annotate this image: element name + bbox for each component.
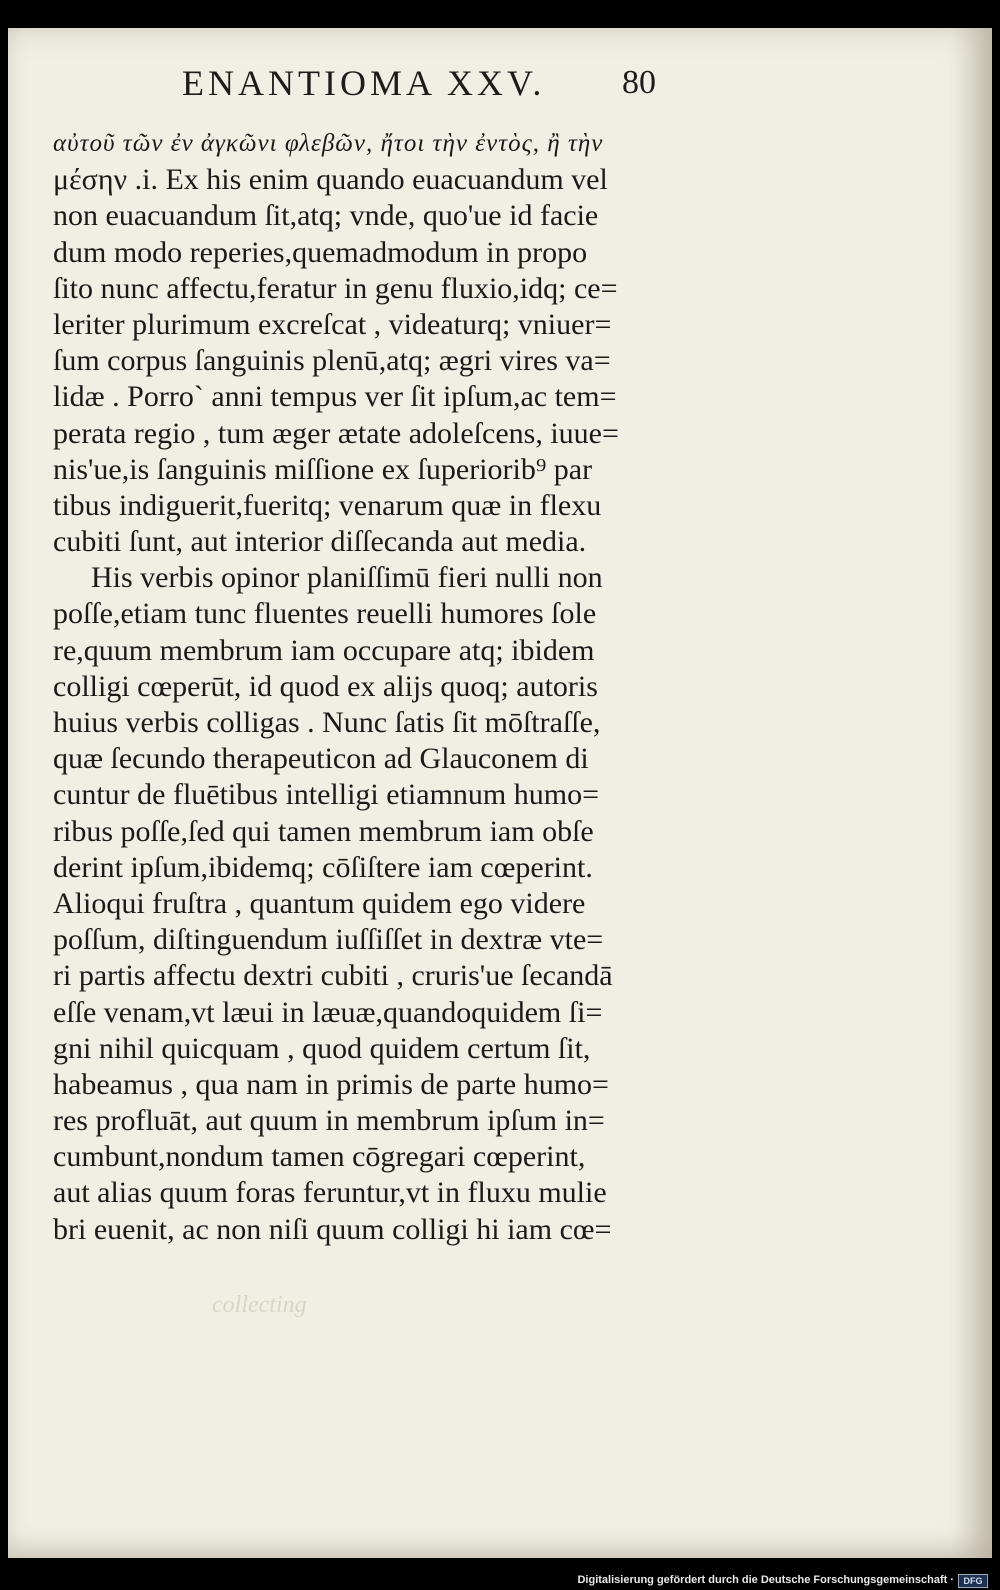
text-line: Alioqui fruſtra , quantum quidem ego videre — [53, 886, 586, 920]
text-line: ribus poſſe,ſed qui tamen membrum iam obſe — [53, 814, 594, 848]
text-line: ri partis affectu dextri cubiti , cruris'ue ſecandā — [53, 959, 613, 993]
text-line: perata regio , tum æger ætate adoleſcens, iuue= — [53, 416, 619, 450]
text-line: αὐτοῦ τῶν ἐν ἀγκῶνι φλεβῶν, ἤτοι τὴν ἐντὸς, ἢ τὴν — [53, 130, 604, 157]
text-line: poſſe,etiam tunc fluentes reuelli humores ſole — [53, 597, 597, 631]
digitization-credit: Digitalisierung gefördert durch die Deutsche Forschungsgemeinschaft · — [577, 1574, 954, 1586]
text-line: nis'ue,is ſanguinis miſſione ex ſuperiorib⁹ par — [53, 452, 593, 486]
page-gutter-shadow — [952, 28, 992, 1558]
body-text — [53, 126, 733, 1248]
text-line: non euacuandum ſit,atq; vnde, quo'ue id facie — [53, 199, 599, 233]
text-line: res profluāt, aut quum in membrum ipſum in= — [53, 1104, 605, 1138]
text-line: cumbunt,nondum tamen cōgregari cœperint, — [53, 1140, 586, 1174]
text-line: colligi cœperūt, id quod ex aliјs quoq; autoris — [53, 669, 598, 703]
text-line: tibus indiguerit,fueritq; venarum quæ in flexu — [53, 488, 602, 522]
text-line: ſum corpus ſanguinis plenū,atq; ægri vires va= — [53, 344, 611, 378]
text-line: dum modo reperies,quemadmodum in propo — [53, 235, 588, 269]
text-line: aut alias quum foras feruntur,vt in fluxu mulie — [53, 1176, 607, 1210]
text-line: bri euenit, ac non niſi quum colligi hi iam cœ= — [53, 1212, 612, 1246]
page-number: 80 — [622, 64, 656, 101]
text-line: leriter plurimum excreſcat , videaturq; vniuer= — [53, 307, 612, 341]
text-line: cuntur de fluētibus intelligi etiamnum humo= — [53, 778, 599, 812]
text-line: eſſe venam,vt læui in læuæ,quandoquidem ſi= — [53, 995, 603, 1029]
text-line: ſito nunc affectu,feratur in genu fluxio,idq; ce= — [53, 271, 618, 305]
text-line: lidæ . Porro` anni tempus ver ſit ipſum,ac tem= — [53, 380, 617, 414]
text-line: gni nihil quicquam , quod quidem certum ſit, — [53, 1031, 591, 1065]
text-line: habeamus , qua nam in primis de parte humo= — [53, 1067, 609, 1101]
text-line: quæ ſecundo therapeuticon ad Glauconem di — [53, 742, 589, 776]
running-header: ENANTIOMA XXV. — [182, 63, 546, 103]
text-line: μέσην .i. Ex his enim quando euacuandum vel — [53, 163, 608, 197]
text-line: huius verbis colligas . Nunc ſatis ſit mōſtraſſe, — [53, 706, 601, 739]
text-line-paragraph-start: His verbis opinor planiſſimū fieri nulli non — [91, 561, 603, 595]
text-line: poſſum, diſtinguendum iuſſiſſet in dextræ vte= — [53, 923, 604, 957]
show-through-text: collecting — [212, 1292, 307, 1318]
text-line: derint ipſum,ibidemq; cōſiſtere iam cœperint. — [53, 850, 593, 884]
dfg-logo: DFG — [958, 1574, 988, 1588]
text-line: re,quum membrum iam occupare atq; ibidem — [53, 633, 595, 667]
text-line: cubiti ſunt, aut interior diſſecanda aut media. — [53, 525, 587, 559]
